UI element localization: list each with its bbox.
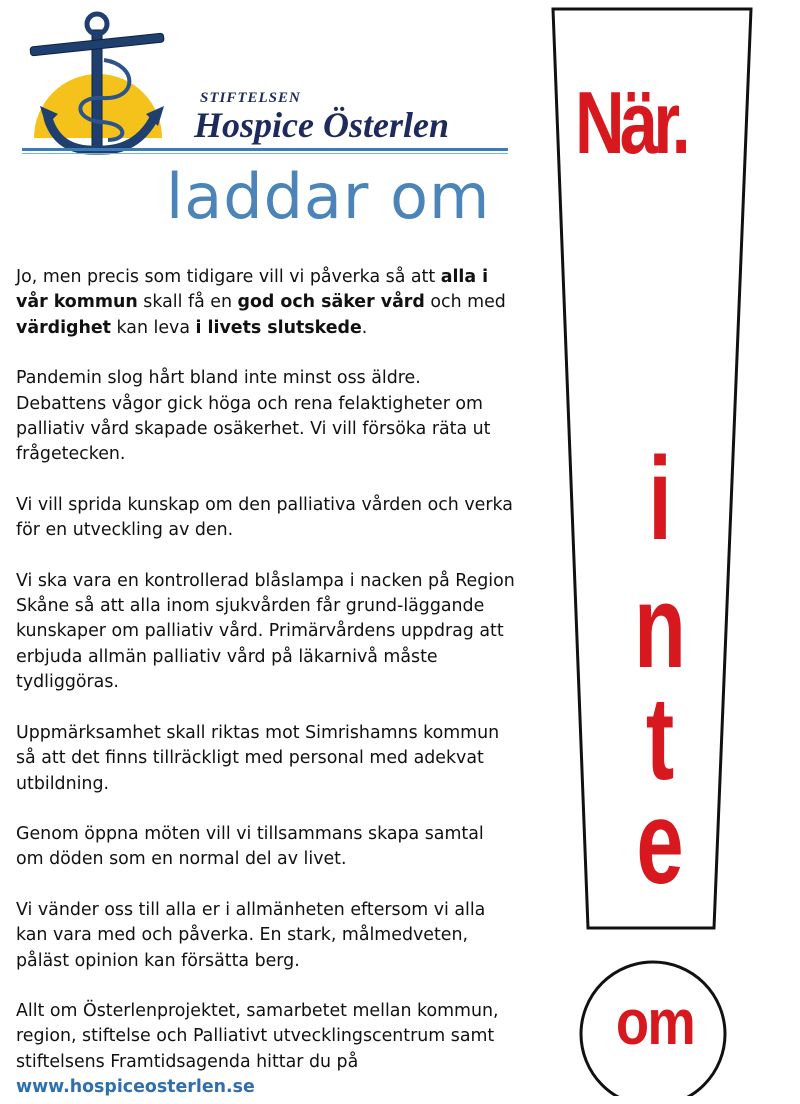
logo (18, 10, 508, 160)
brand-prefix: STIFTELSEN (200, 90, 301, 106)
paragraph (16, 265, 516, 341)
anchor-logo-icon (18, 10, 198, 160)
paragraph-text: Jo, men precis som tidigare vill vi påverka så att (16, 267, 441, 287)
headline: laddar om (166, 160, 491, 233)
brand-underline-thin (22, 153, 508, 154)
side-letter-e: e (636, 777, 684, 909)
side-word-nar: När. (575, 73, 687, 172)
side-word-om: om (615, 986, 695, 1058)
emphasis-text: god och säker vård (237, 292, 425, 313)
paragraph (16, 366, 516, 468)
paragraph (16, 569, 516, 696)
website-link[interactable]: www.hospiceosterlen.se (16, 1077, 255, 1098)
side-letter-n: n (634, 561, 686, 693)
brand-name: Hospice Österlen (194, 105, 449, 145)
paragraph (16, 822, 516, 873)
emphasis-text: alla i vår kommun (16, 267, 489, 313)
paragraph (16, 493, 516, 544)
paragraph-text: Vi vänder oss till alla er i allmänheten eftersom vi alla kan vara med och påverka. En stark, målmedveten, påläst opinion kan försätta berg. (16, 899, 486, 971)
paragraph-text: kan leva (111, 317, 196, 338)
paragraph-text: . (361, 317, 368, 338)
paragraph-text: Vi ska vara en kontrollerad blåslampa i nacken på Region Skåne så att alla inom sjukvården får grund-läggande kunskaper om palliativ vård. Primärvårdens uppdrag att erbjuda allmän palliativ vård på läkarnivå måste tydliggöras. (16, 570, 515, 693)
body-text (16, 265, 516, 1101)
emphasis-text: i livets slutskede (195, 317, 362, 338)
paragraph-text: och med (424, 292, 506, 313)
paragraph-text: skall få en (137, 292, 238, 313)
paragraph-text: Uppmärksamhet skall riktas mot Simrishamns kommun så att det finns tillräckligt med personal med adekvat utbildning. (16, 722, 500, 794)
paragraph (16, 999, 516, 1075)
side-letter-i: i (648, 433, 672, 565)
emphasis-text: värdighet (16, 317, 111, 338)
side-letter-t: t (645, 673, 675, 805)
brand-underline (22, 148, 508, 151)
paragraph (16, 721, 516, 797)
paragraph-text: Genom öppna möten vill vi tillsammans skapa samtal om döden som en normal del av livet. (16, 823, 484, 870)
paragraph-list (16, 265, 516, 1075)
paragraph (16, 898, 516, 974)
paragraph-text: Pandemin slog hårt bland inte minst oss äldre. Debattens vågor gick höga och rena felaktigheter om palliativ vård skapade osäkerhet. Vi vill försöka räta ut frågetecken. (16, 368, 491, 465)
paragraph-text: Vi vill sprida kunskap om den palliativa vården och verka för en utveckling av den. (16, 494, 513, 541)
paragraph-text: Allt om Österlenprojektet, samarbetet mellan kommun, region, stiftelse och Palliativt utvecklingscentrum samt stiftelsens Framtidsagenda hittar du på (16, 1000, 499, 1072)
